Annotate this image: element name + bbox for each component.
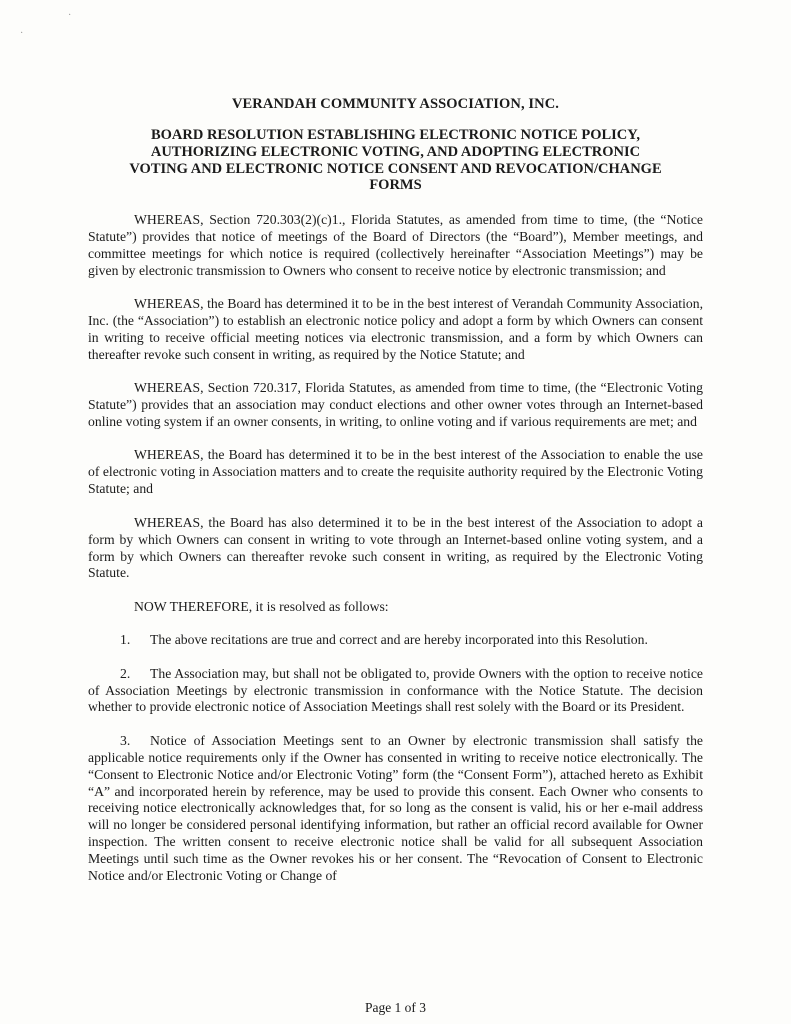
item-text: The above recitations are true and correct and are hereby incorporated into this Resolution. [150, 632, 648, 648]
item-text: Notice of Association Meetings sent to an Owner by electronic transmission shall satisfy the applicable notice requirements only if the Owner has consented in writing to receive notice electronically. The “Consent to Electronic Notice and/or Electronic Voting” form (the “Consent Form”), attached hereto as Exhibit “A” and incorporated herein by reference, may be used to provide this consent. Each Owner who consents to receiving notice electronically acknowledges that, for so long as the consent is valid, his or her e-mail address will no longer be considered personal identifying information, but rather an official record available for Owner inspection. The written consent to receive electronic notice shall be valid for all subsequent Association Meetings until such time as the Owner revokes his or her consent. The “Revocation of Consent to Electronic Notice and/or Electronic Voting or Change of [88, 732, 703, 884]
whereas-paragraph: WHEREAS, Section 720.303(2)(c)1., Florida Statutes, as amended from time to time, (the “Notice Statute”) provides that notice of meetings of the Board of Directors (the “Board”), Member meetings, and committee meetings for which notice is required (collectively hereinafter “Association Meetings”) may be given by electronic transmission to Owners who consent to receive notice by electronic transmission; and [88, 212, 703, 278]
whereas-paragraph: WHEREAS, the Board has determined it to be in the best interest of the Association to enable the use of electronic voting in Association matters and to create the requisite authority required by the Electronic Voting Statute; and [88, 447, 703, 497]
scan-speck: · [68, 10, 72, 21]
whereas-paragraph: WHEREAS, the Board has determined it to be in the best interest of Verandah Community Association, Inc. (the “Association”) to establish an electronic notice policy and adopt a form by which Owners can consent in writing to receive official meeting notices via electronic transmission, and a form by which Owners can thereafter revoke such consent in writing, as required by the Notice Statute; and [88, 296, 703, 362]
page-number: Page 1 of 3 [364, 1000, 427, 1015]
whereas-paragraph: WHEREAS, the Board has also determined it to be in the best interest of the Association to adopt a form by which Owners can consent in writing to vote through an Internet-based online voting system, and a form by which Owners can thereafter revoke such consent in writing, as required by the Electronic Voting Statute. [88, 514, 703, 581]
resolution-heading: BOARD RESOLUTION ESTABLISHING ELECTRONIC NOTICE POLICY, AUTHORIZING ELECTRONIC VOTING, AND ADOPTING ELECTRONIC VOTING AND ELECTRONIC NOTICE CONSENT AND REVOCATION/CHANGE FORMS [129, 127, 662, 194]
resolution-item [88, 666, 703, 717]
document-title: VERANDAH COMMUNITY ASSOCIATION, INC. [231, 96, 560, 112]
item-number: 2. [120, 665, 131, 681]
whereas-paragraph: WHEREAS, Section 720.317, Florida Statutes, as amended from time to time, (the “Electronic Voting Statute”) provides that an association may conduct elections and other owner votes through an Internet-based online voting system if an owner consents, in writing, to online voting and if various requirements are met; and [88, 380, 703, 430]
item-text: The Association may, but shall not be obligated to, provide Owners with the option to receive notice of Association Meetings by electronic transmission in conformance with the Notice Statute. The decision whether to provide electronic notice of Association Meetings shall rest solely with the Board or its President. [88, 665, 703, 715]
resolution-item [88, 632, 703, 649]
scan-speck: · [20, 28, 24, 39]
document-body [88, 212, 703, 902]
resolved-paragraph: NOW THEREFORE, it is resolved as follows: [134, 598, 389, 614]
resolution-item [88, 733, 703, 885]
item-number: 1. [120, 632, 131, 648]
item-number: 3. [120, 732, 131, 748]
